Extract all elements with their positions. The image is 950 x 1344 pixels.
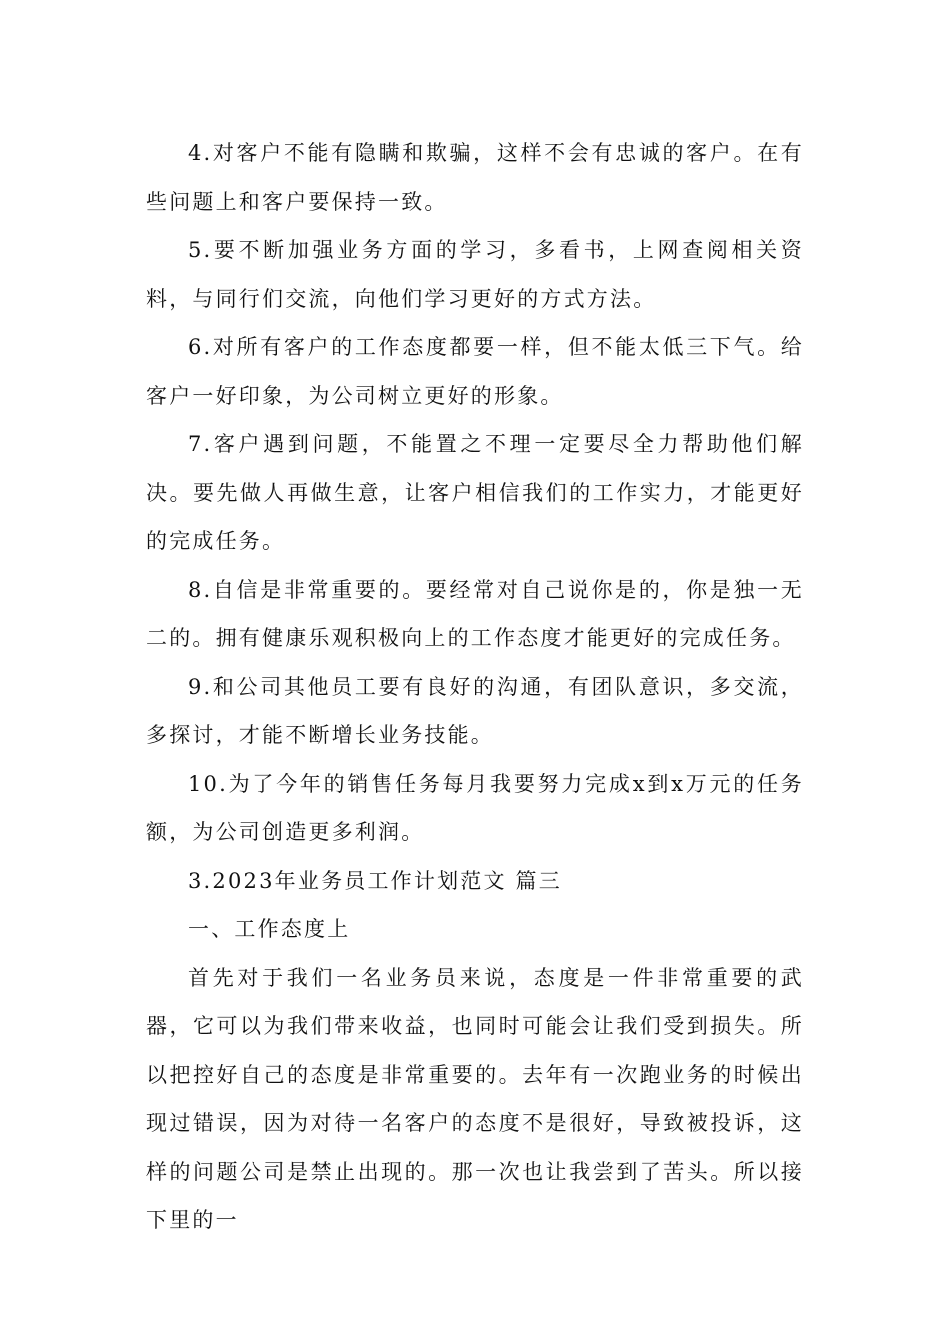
- paragraph-item-9: 9.和公司其他员工要有良好的沟通，有团队意识，多交流，多探讨，才能不断增长业务技能。: [146, 674, 804, 747]
- paragraph-item-10: 10.为了今年的销售任务每月我要努力完成x到x万元的任务额，为公司创造更多利润。: [146, 771, 804, 844]
- subsection-heading: 一、工作态度上: [188, 917, 351, 941]
- document-body: [146, 129, 804, 1245]
- paragraph-item-5: 5.要不断加强业务方面的学习，多看书，上网查阅相关资料，与同行们交流，向他们学习更好的方式方法。: [146, 238, 804, 311]
- paragraph-item-6: 6.对所有客户的工作态度都要一样，但不能太低三下气。给客户一好印象，为公司树立更好的形象。: [146, 335, 804, 408]
- paragraph-item-7: 7.客户遇到问题，不能置之不理一定要尽全力帮助他们解决。要先做人再做生意，让客户相信我们的工作实力，才能更好的完成任务。: [146, 432, 804, 553]
- section-heading: 3.2023年业务员工作计划范文 篇三: [188, 868, 562, 893]
- body-paragraph: 首先对于我们一名业务员来说，态度是一件非常重要的武器，它可以为我们带来收益，也同时可能会让我们受到损失。所以把控好自己的态度是非常重要的。去年有一次跑业务的时候出现过错误，因为对待一名客户的态度不是很好，导致被投诉，这样的问题公司是禁止出现的。那一次也让我尝到了苦头。所以接下里的一: [146, 965, 804, 1232]
- paragraph-item-8: 8.自信是非常重要的。要经常对自己说你是的，你是独一无二的。拥有健康乐观积极向上的工作态度才能更好的完成任务。: [146, 577, 804, 650]
- paragraph-item-4: 4.对客户不能有隐瞒和欺骗，这样不会有忠诚的客户。在有些问题上和客户要保持一致。: [146, 141, 804, 214]
